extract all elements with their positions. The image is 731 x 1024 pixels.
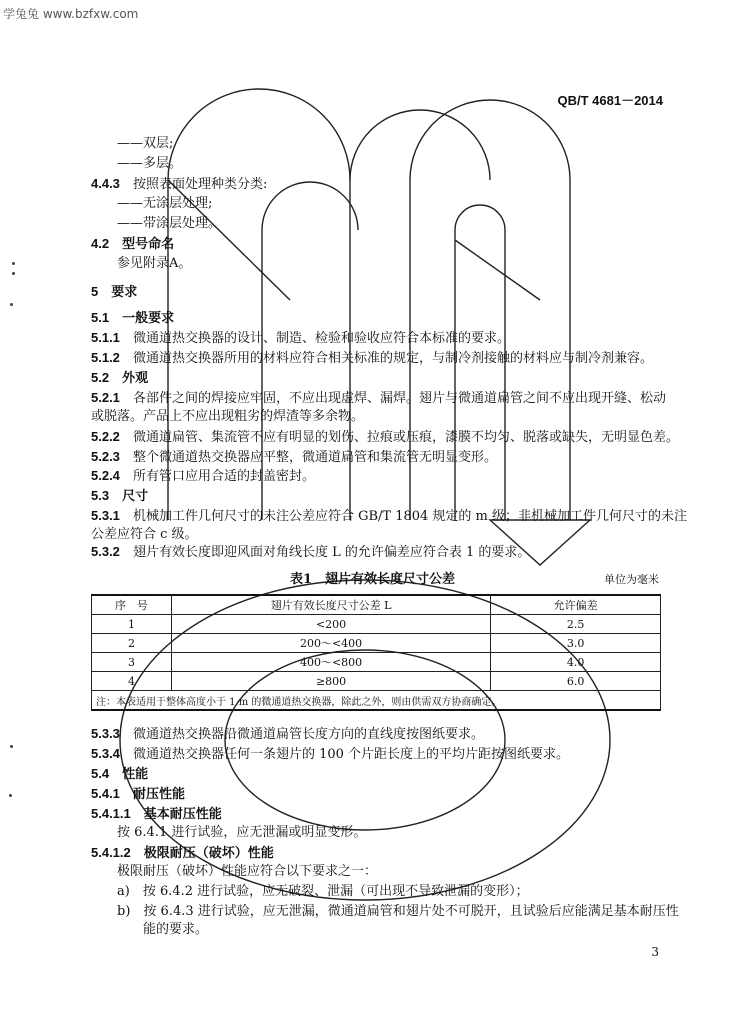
watermark-site-text: 学兔兔 www.bzfxw.com bbox=[3, 7, 139, 21]
doc-line: ——无涂层处理; bbox=[117, 196, 213, 211]
table-cell: ≥800 bbox=[171, 672, 490, 691]
page-number: 3 bbox=[651, 945, 659, 959]
table-cell: 3.0 bbox=[491, 634, 661, 653]
section-heading: 5.4 性能 bbox=[91, 766, 149, 782]
tolerance-table bbox=[91, 594, 661, 711]
doc-line: 公差应符合 c 级。 bbox=[91, 527, 198, 542]
table-row bbox=[92, 634, 661, 653]
table-cell: 4 bbox=[92, 672, 172, 691]
doc-line: 5.1.2 微通道热交换器所用的材料应符合相关标准的规定，与制冷剂接触的材料应与制冷剂兼容。 bbox=[91, 350, 653, 366]
table-row bbox=[92, 615, 661, 634]
section-heading: 4.2 型号命名 bbox=[91, 236, 175, 252]
table-unit: 单位为毫米 bbox=[604, 573, 659, 586]
doc-line: 5.3.2 翅片有效长度即迎风面对角线长度 L 的允许偏差应符合表 1 的要求。 bbox=[91, 544, 531, 560]
table-title: 表1 翅片有效长度尺寸公差 bbox=[290, 572, 456, 587]
table-header: 序 号 bbox=[92, 595, 172, 615]
table-cell: 4.0 bbox=[491, 653, 661, 672]
doc-line: 或脱落。产品上不应出现粗劣的焊渣等多余物。 bbox=[91, 409, 365, 424]
table-cell: 3 bbox=[92, 653, 172, 672]
table-cell: 6.0 bbox=[491, 672, 661, 691]
section-heading: 5.4.1.2 极限耐压（破坏）性能 bbox=[91, 845, 274, 861]
doc-line: 5.3.4 微通道热交换器任何一条翅片的 100 个片距长度上的平均片距按图纸要求。 bbox=[91, 746, 570, 762]
section-heading: 5.3 尺寸 bbox=[91, 488, 149, 504]
section-heading: 5.2 外观 bbox=[91, 370, 149, 386]
section-heading: 5 要求 bbox=[91, 284, 138, 300]
table-note: 注：本表适用于整体高度小于 1 m 的微通道热交换器，除此之外，则由供需双方协商确定。 bbox=[92, 691, 661, 711]
doc-line: ——双层; bbox=[117, 136, 174, 151]
table-cell: 400～<800 bbox=[171, 653, 490, 672]
doc-line: 5.2.1 各部件之间的焊接应牢固，不应出现虚焊、漏焊。翅片与微通道扁管之间不应出现开缝、松动 bbox=[91, 390, 666, 406]
doc-line: 按 6.4.1 进行试验，应无泄漏或明显变形。 bbox=[117, 825, 367, 840]
table-cell: <200 bbox=[171, 615, 490, 634]
doc-line: 极限耐压（破坏）性能应符合以下要求之一： bbox=[117, 864, 378, 879]
doc-line: 5.3.1 机械加工件几何尺寸的未注公差应符合 GB/T 1804 规定的 m 级；非机械加工件几何尺寸的未注 bbox=[91, 508, 687, 524]
doc-line: 能的要求。 bbox=[143, 922, 209, 937]
table-row bbox=[92, 672, 661, 691]
doc-line: 5.2.2 微通道扁管、集流管不应有明显的划伤、拉痕或压痕，漆膜不均匀、脱落或缺失，无明显色差。 bbox=[91, 429, 679, 445]
standard-number: QB/T 4681－2014 bbox=[557, 93, 663, 108]
table-cell: 1 bbox=[92, 615, 172, 634]
doc-line: 5.2.4 所有管口应用合适的封盖密封。 bbox=[91, 468, 315, 484]
doc-line: 5.1.1 微通道热交换器的设计、制造、检验和验收应符合本标准的要求。 bbox=[91, 330, 510, 346]
table-header: 翅片有效长度尺寸公差 L bbox=[171, 595, 490, 615]
doc-line: ——多层。 bbox=[117, 156, 183, 171]
section-heading: 5.1 一般要求 bbox=[91, 310, 175, 326]
table-cell: 200～<400 bbox=[171, 634, 490, 653]
doc-line: 5.3.3 微通道热交换器沿微通道扁管长度方向的直线度按图纸要求。 bbox=[91, 726, 484, 742]
section-heading: 5.4.1.1 基本耐压性能 bbox=[91, 806, 222, 822]
doc-line: ——带涂层处理。 bbox=[117, 216, 222, 231]
doc-line: 5.2.3 整个微通道热交换器应平整，微通道扁管和集流管无明显变形。 bbox=[91, 449, 497, 465]
table-header: 允许偏差 bbox=[491, 595, 661, 615]
table-row bbox=[92, 653, 661, 672]
doc-line: 参见附录A。 bbox=[117, 256, 192, 271]
doc-line: a) 按 6.4.2 进行试验，应无破裂、泄漏（可出现不导致泄漏的变形）； bbox=[117, 884, 529, 899]
table-cell: 2.5 bbox=[491, 615, 661, 634]
doc-line: 4.4.3 按照表面处理种类分类: bbox=[91, 176, 268, 192]
section-heading: 5.4.1 耐压性能 bbox=[91, 786, 185, 802]
table-cell: 2 bbox=[92, 634, 172, 653]
doc-line: b) 按 6.4.3 进行试验，应无泄漏，微通道扁管和翅片处不可脱开，且试验后应能满足基本耐压性 bbox=[117, 904, 679, 919]
